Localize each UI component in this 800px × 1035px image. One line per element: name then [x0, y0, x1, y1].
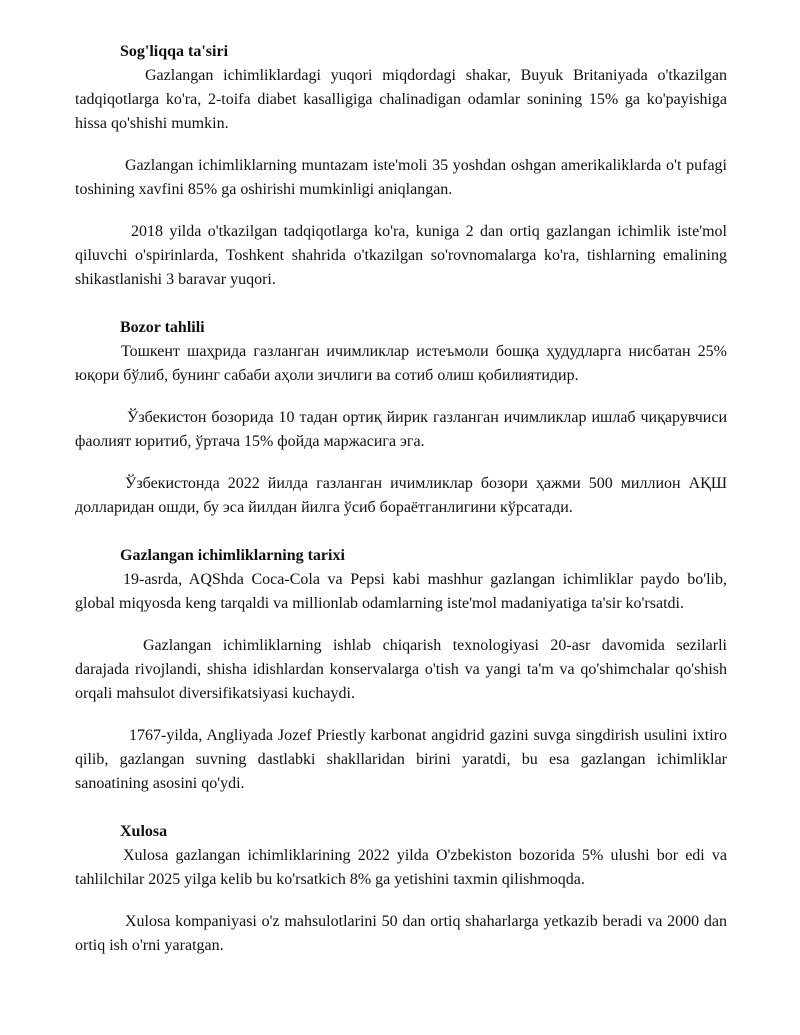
paragraph: Gazlangan ichimliklarning muntazam iste'moli 35 yoshdan oshgan amerikaliklarda o't pufagi toshining xavfini 85% ga oshirishi mumkinligi aniqlangan. — [75, 157, 727, 198]
paragraph: Ўзбекистонда 2022 йилда газланган ичимликлар бозори ҳажми 500 миллион АҚШ долларидан ошди, бу эса йилдан йилга ўсиб бораётганлигини кўрсатади. — [75, 475, 727, 516]
section-health — [75, 40, 727, 292]
paragraph: Xulosa gazlangan ichimliklarining 2022 yilda O'zbekiston bozorida 5% ulushi bor edi va tahlilchilar 2025 yilga kelib bu ko'rsatkich 8% ga yetishini taxmin qilishmoqda. — [75, 847, 727, 888]
paragraph: 19-asrda, AQShda Coca-Cola va Pepsi kabi mashhur gazlangan ichimliklar paydo bo'lib, global miqyosda keng tarqaldi va millionlab odamlarning iste'mol madaniyatiga ta'sir ko'rsatdi. — [75, 571, 727, 612]
section-heading: Bozor tahlili — [120, 319, 205, 336]
section-conclusion — [75, 820, 727, 958]
paragraph: Тошкент шаҳрида газланган ичимликлар истеъмоли бошқа ҳудудларга нисбатан 25% юқори бўлиб, бунинг сабаби аҳоли зичлиги ва сотиб олиш қобилиятидир. — [75, 343, 727, 384]
section-heading: Xulosa — [120, 823, 168, 840]
paragraph: 1767-yilda, Angliyada Jozef Priestly karbonat angidrid gazini suvga singdirish usulini ixtiro qilib, gazlangan suvning dastlabki shakllaridan birini yaratdi, bu esa gazlangan ichimliklar sanoatining asosini qo'ydi. — [75, 727, 727, 792]
paragraph: Gazlangan ichimliklardagi yuqori miqdordagi shakar, Buyuk Britaniyada o'tkazilgan tadqiqotlarga ko'ra, 2-toifa diabet kasalligiga chalinadigan odamlar sonining 15% ga ko'payishiga hissa qo'shishi mumkin. — [75, 67, 727, 132]
document-page — [75, 40, 727, 958]
section-history — [75, 544, 727, 796]
paragraph: Ўзбекистон бозорида 10 тадан ортиқ йирик газланган ичимликлар ишлаб чиқарувчиси фаолият юритиб, ўртача 15% фойда маржасига эга. — [75, 409, 727, 450]
paragraph: Xulosa kompaniyasi o'z mahsulotlarini 50 dan ortiq shaharlarga yetkazib beradi va 2000 dan ortiq ish o'rni yaratgan. — [75, 913, 727, 954]
section-heading: Gazlangan ichimliklarning tarixi — [120, 547, 345, 564]
paragraph: Gazlangan ichimliklarning ishlab chiqarish texnologiyasi 20-asr davomida sezilarli darajada rivojlandi, shisha idishlardan konservalarga o'tish va yangi ta'm va qo'shimchalar qo'shish orqali mahsulot diversifikatsiyasi kuchaydi. — [75, 637, 727, 702]
section-market — [75, 316, 727, 520]
paragraph: 2018 yilda o'tkazilgan tadqiqotlarga ko'ra, kuniga 2 dan ortiq gazlangan ichimlik iste'mol qiluvchi o'spirinlarda, Toshkent shahrida o'tkazilgan so'rovnomalarga ko'ra, tishlarning emalining shikastlanishi 3 baravar yuqori. — [75, 223, 727, 288]
section-heading: Sog'liqqa ta'siri — [120, 43, 229, 60]
